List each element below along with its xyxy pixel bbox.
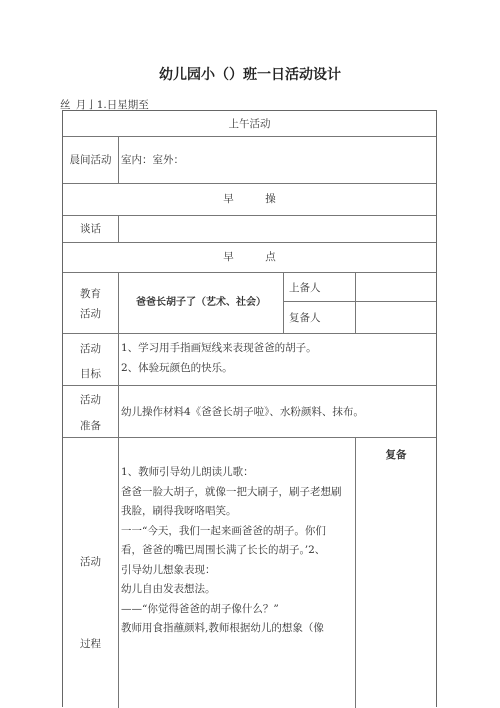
activity-name: 爸爸长胡子了（艺术、社会）	[136, 297, 266, 308]
morning-activity-header: 上午活动	[228, 118, 271, 130]
goal-item: 2、体验玩颜色的快乐。	[121, 361, 233, 374]
snack-header: 早 点	[223, 251, 276, 263]
col-divider	[355, 272, 356, 333]
row-divider	[63, 242, 436, 243]
col-divider	[118, 215, 119, 242]
prep-text: 幼儿操作材料4《爸爸长胡子啦》、水粉颜料、抹布。	[121, 406, 364, 418]
process-line: 幼儿自由发表想法。	[121, 583, 216, 595]
morning-session-value: 室内：室外：	[121, 154, 184, 166]
exercise-header: 早 操	[223, 193, 276, 205]
reviewer-label: 复备人	[289, 312, 321, 324]
review-header: 复备	[385, 449, 407, 461]
process-label-line2: 过程	[80, 638, 101, 650]
prep-label-line1: 活动	[80, 394, 101, 406]
process-line: 看，爸爸的嘴巴周围长满了长长的胡子。’2、	[121, 544, 326, 556]
process-label-line1: 活动	[80, 556, 101, 568]
col-divider	[283, 272, 284, 333]
process-text	[121, 463, 342, 639]
process-line: 引导幼儿想象表现：	[121, 563, 216, 576]
col-divider	[118, 272, 119, 708]
process-line: 1、教师引导幼儿朗读儿歌：	[121, 466, 254, 478]
process-line: 爸爸一脸大胡子，就像一把大刷子，刷子老想刷	[121, 485, 342, 498]
row-divider	[63, 183, 436, 184]
process-line: 我脸，刷得我呀咯唱笑。	[121, 505, 237, 517]
date-line: 丝_月亅1.日星期至	[60, 99, 149, 111]
prep-label-line2: 准备	[80, 420, 101, 432]
process-line: 一一“今天，我们一起来画爸爸的胡子。你们	[121, 524, 326, 537]
education-label-line1: 教育	[80, 288, 101, 300]
activity-table	[62, 110, 437, 707]
page-title: 幼儿园小（）班一日活动设计	[159, 67, 341, 83]
col-divider	[355, 437, 356, 708]
morning-session-label: 晨间活动	[69, 154, 112, 166]
process-line: 教师用食指蘸颜料,教师根据幼儿的想象（像	[121, 622, 324, 634]
talk-label: 谈话	[80, 223, 101, 235]
education-label-line2: 活动	[80, 308, 101, 320]
goals-label-line2: 目标	[80, 368, 101, 380]
process-line: ——“你觉得爸爸的胡子像什么？”	[121, 602, 279, 615]
preparer-label: 上备人	[289, 282, 321, 294]
row-divider	[283, 301, 436, 302]
col-divider	[118, 136, 119, 183]
goals-label-line1: 活动	[80, 343, 101, 355]
goal-item: 1、学习用手指画短线来表现爸爸的胡子。	[121, 342, 317, 354]
goals-list	[121, 339, 317, 378]
